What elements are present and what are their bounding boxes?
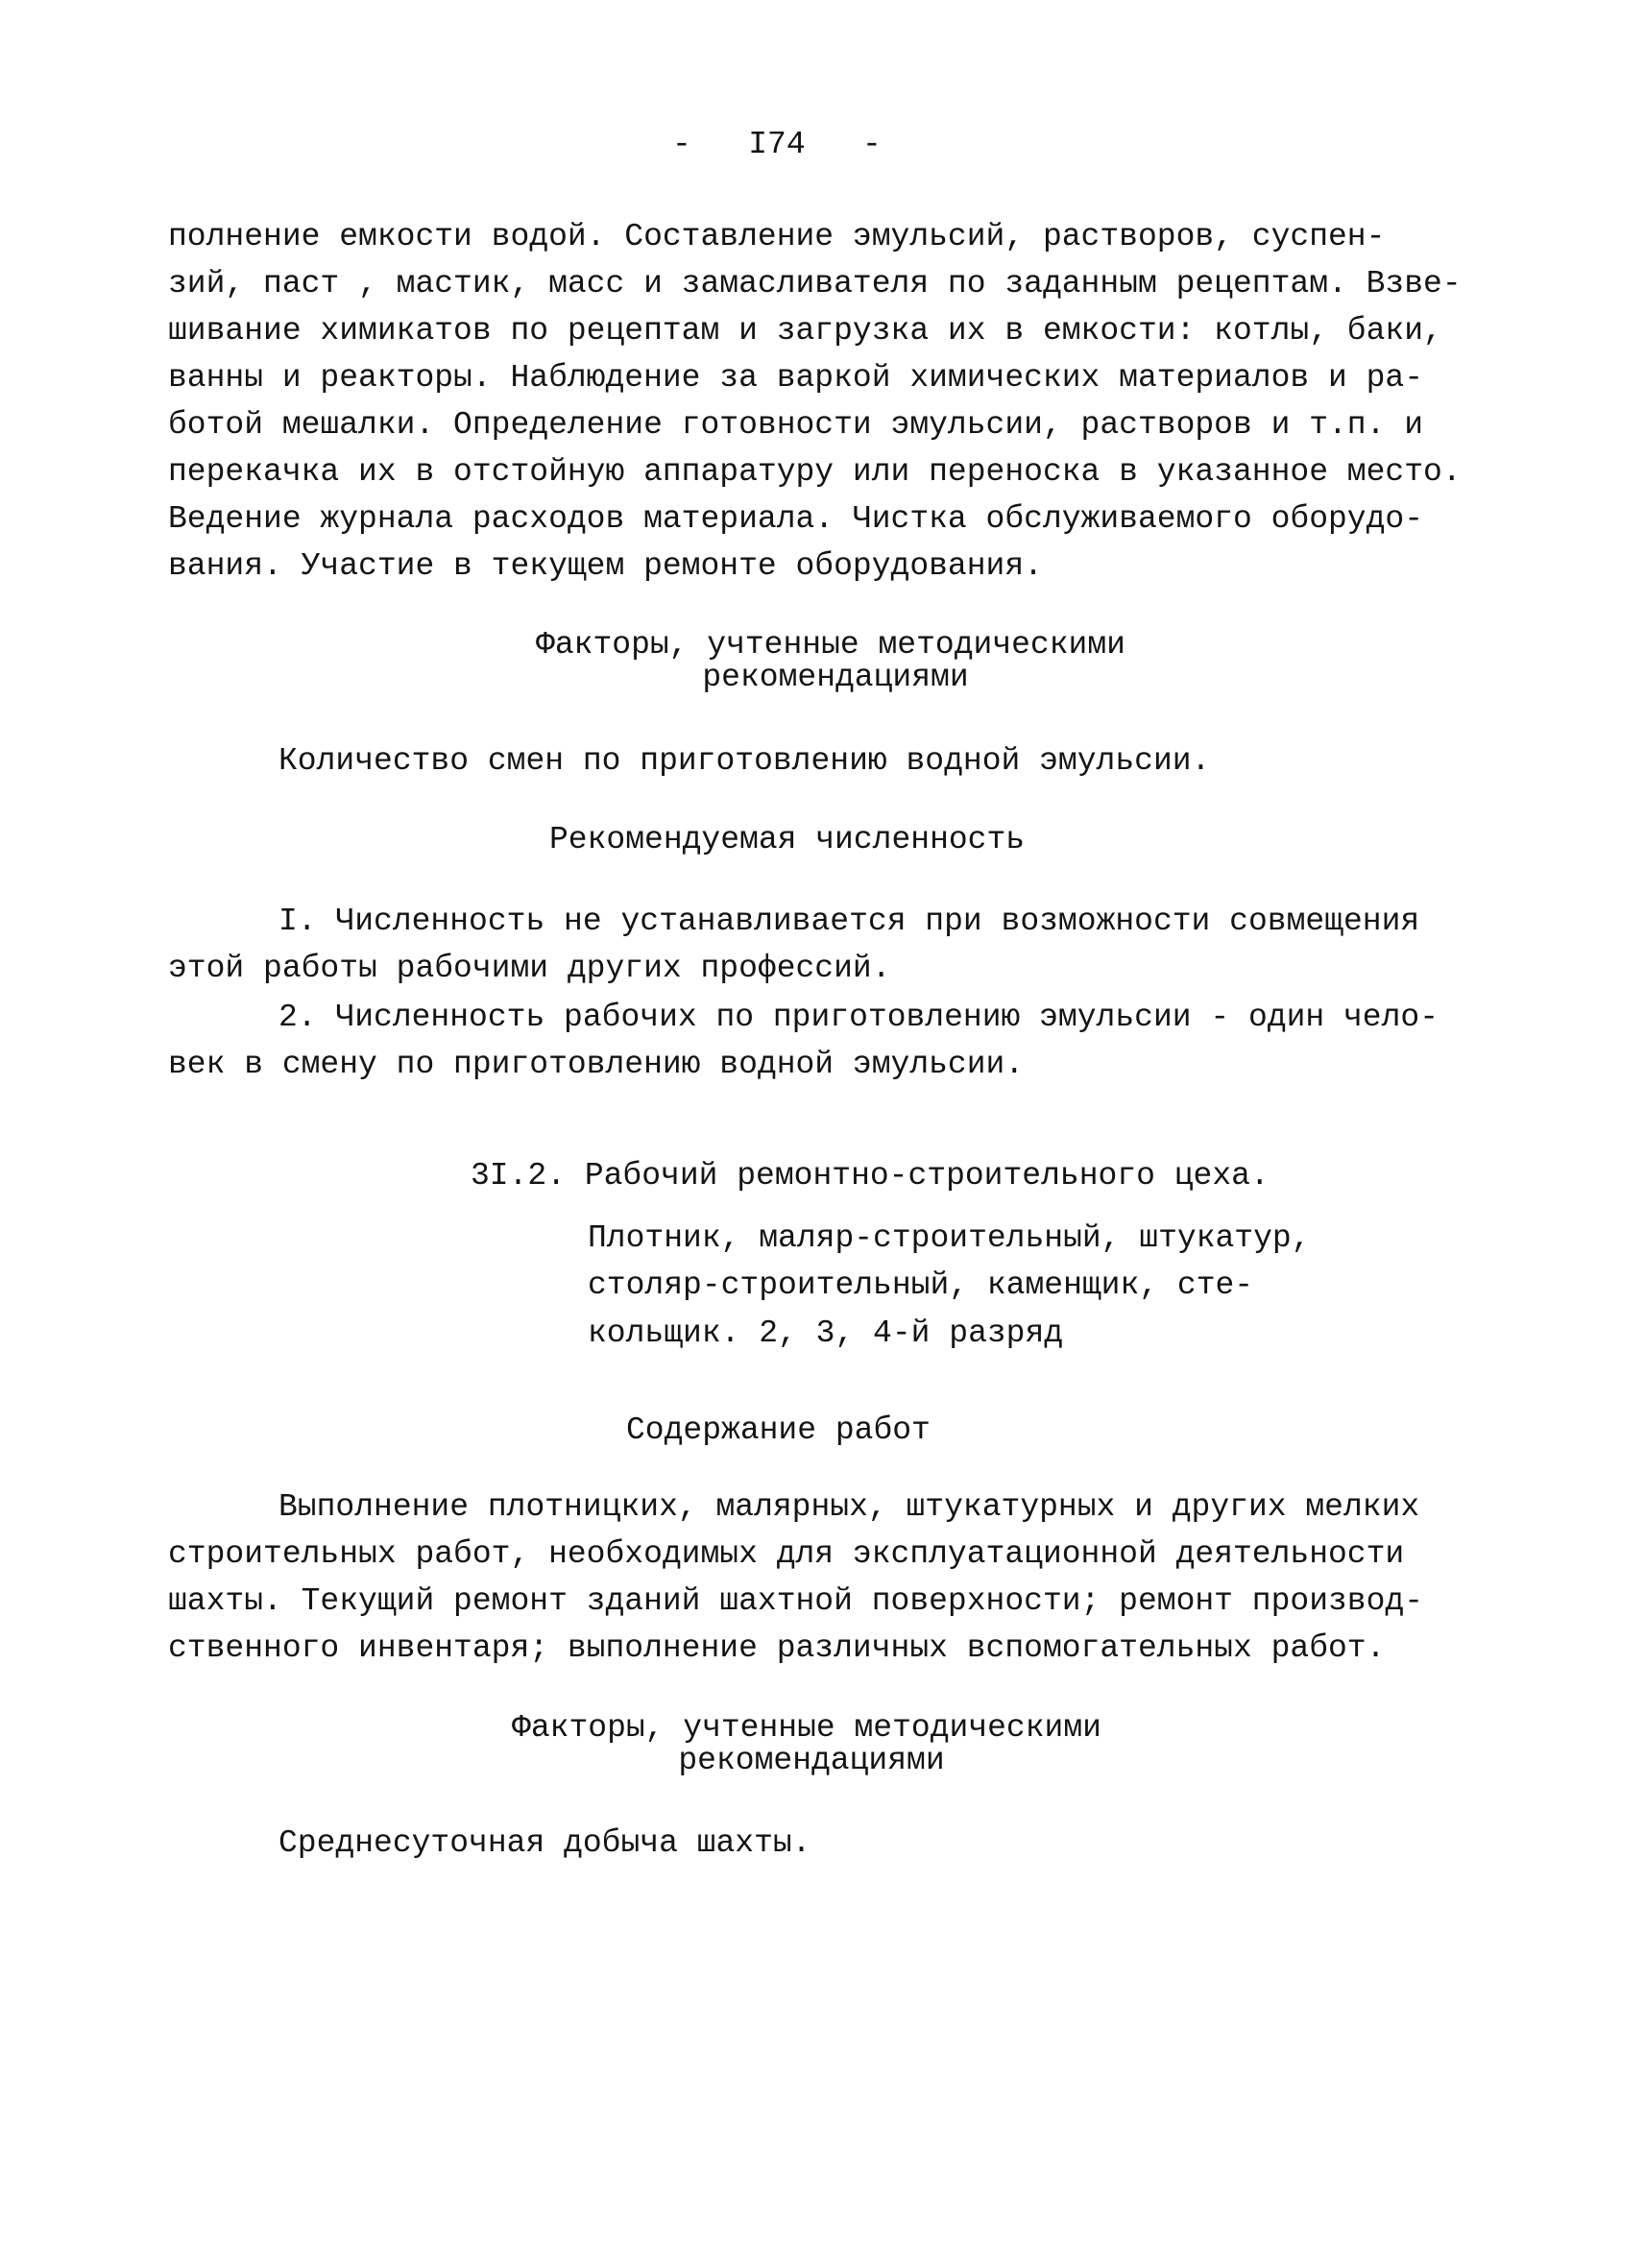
paragraph-line: шахты. Текущий ремонт зданий шахтной поверхности; ремонт производ- <box>168 1583 1424 1619</box>
recommended-heading: Рекомендуемая численность <box>549 822 1026 857</box>
paragraph-line: ботой мешалки. Определение готовности эмульсии, растворов и т.п. и <box>168 407 1424 443</box>
professions-line: Плотник, маляр-строительный, штукатур, <box>588 1220 1311 1256</box>
paragraph-line: полнение емкости водой. Составление эмульсий, растворов, суспен- <box>168 219 1386 254</box>
factors-text: Количество смен по приготовлению водной эмульсии. <box>278 743 1211 779</box>
factors-heading-line: Факторы, учтенные методическими <box>512 1710 1101 1746</box>
list-item-continuation: этой работы рабочими других профессий. <box>168 951 891 986</box>
professions-line: столяр-строительный, каменщик, сте- <box>588 1267 1254 1303</box>
paragraph-line: строительных работ, необходимых для эксплуатационной деятельности <box>168 1536 1405 1572</box>
paragraph-line: перекачка их в отстойную аппаратуру или переноска в указанное место. <box>168 454 1462 490</box>
paragraph-line: шивание химикатов по рецептам и загрузка их в емкости: котлы, баки, <box>168 313 1442 349</box>
paragraph-line: Выполнение плотницких, малярных, штукатурных и других мелких <box>278 1489 1420 1525</box>
paragraph-line: зий, паст , мастик, масс и замасливателя по заданным рецептам. Взве- <box>168 266 1462 302</box>
content-heading: Содержание работ <box>626 1412 931 1448</box>
list-item-continuation: век в смену по приготовлению водной эмульсии. <box>168 1047 1025 1082</box>
professions-line: кольщик. 2, 3, 4-й разряд <box>588 1315 1064 1351</box>
list-item: 2. Численность рабочих по приготовлению эмульсии - один чело- <box>278 1000 1439 1035</box>
paragraph-line: ванны и реакторы. Наблюдение за варкой химических материалов и ра- <box>168 360 1424 396</box>
paragraph-line: ственного инвентаря; выполнение различных вспомогательных работ. <box>168 1630 1386 1666</box>
page-number: - I74 - <box>672 127 882 162</box>
section-title: 3I.2. Рабочий ремонтно-строительного цеха. <box>471 1158 1270 1194</box>
list-item: I. Численность не устанавливается при возможности совмещения <box>278 904 1420 939</box>
factors-heading-line: рекомендациями <box>702 660 969 695</box>
factors-heading <box>413 1712 1200 1777</box>
factors-heading <box>437 629 1224 694</box>
factors-heading-line: рекомендациями <box>678 1743 945 1778</box>
paragraph-line: Ведение журнала расходов материала. Чистка обслуживаемого оборудо- <box>168 501 1424 537</box>
paragraph-line: вания. Участие в текущем ремонте оборудования. <box>168 548 1043 584</box>
factors-heading-line: Факторы, учтенные методическими <box>536 627 1125 663</box>
factors-text: Среднесуточная добыча шахты. <box>278 1825 811 1861</box>
